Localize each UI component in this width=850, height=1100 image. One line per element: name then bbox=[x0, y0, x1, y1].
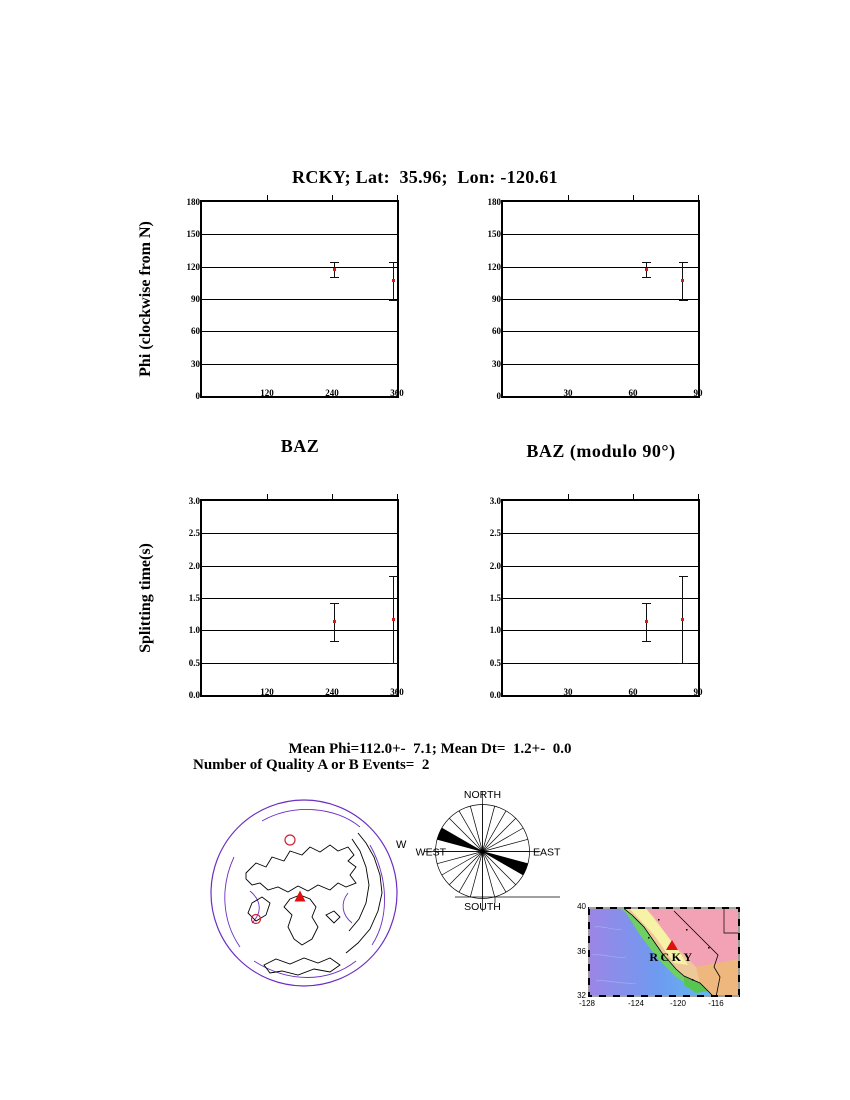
error-cap bbox=[330, 262, 339, 263]
phi-axis-label: Phi (clockwise from N) bbox=[137, 221, 154, 377]
dt-vs-baz-mod90-plot bbox=[489, 496, 703, 700]
x-tick-label: 120 bbox=[260, 388, 274, 398]
error-cap bbox=[679, 663, 688, 664]
data-point bbox=[333, 268, 336, 271]
gridline bbox=[202, 364, 397, 365]
gridline bbox=[202, 533, 397, 534]
y-tick-label: 0.0 bbox=[489, 690, 501, 700]
coastlines bbox=[246, 833, 382, 975]
splitting-time-axis-label: Splitting time(s) bbox=[137, 543, 154, 653]
top-tick bbox=[332, 494, 333, 499]
y-tick-label: 150 bbox=[186, 229, 200, 239]
gridline bbox=[503, 533, 698, 534]
map-y-tick: 32 bbox=[577, 991, 586, 1000]
error-cap bbox=[642, 603, 651, 604]
y-tick-label: 150 bbox=[487, 229, 501, 239]
plate-boundaries bbox=[225, 810, 385, 978]
rose-north-label: NORTH bbox=[463, 789, 502, 801]
error-cap bbox=[389, 663, 398, 664]
error-cap bbox=[330, 603, 339, 604]
phi-vs-baz-plot bbox=[186, 197, 404, 401]
y-tick-label: 1.0 bbox=[188, 625, 200, 635]
map-x-tick: -124 bbox=[627, 999, 644, 1008]
error-cap bbox=[679, 576, 688, 577]
error-cap bbox=[389, 300, 398, 301]
top-tick bbox=[698, 195, 699, 200]
y-tick-label: 180 bbox=[186, 197, 200, 207]
y-tick-label: 120 bbox=[186, 262, 200, 272]
gridline bbox=[503, 267, 698, 268]
rose-south-label: SOUTH bbox=[464, 901, 501, 913]
event-circle bbox=[285, 835, 295, 845]
top-tick bbox=[633, 195, 634, 200]
y-tick-label: 1.5 bbox=[489, 593, 501, 603]
dt-vs-baz-plot bbox=[188, 496, 404, 700]
top-tick bbox=[397, 494, 398, 499]
data-point bbox=[392, 618, 395, 621]
x-tick-label: 120 bbox=[260, 687, 274, 697]
top-tick bbox=[568, 494, 569, 499]
page-title: RCKY; Lat: 35.96; Lon: -120.61 bbox=[292, 167, 558, 187]
y-tick-label: 180 bbox=[487, 197, 501, 207]
y-tick-label: 2.5 bbox=[489, 528, 501, 538]
error-cap bbox=[389, 576, 398, 577]
baz-mod90-label: BAZ (modulo 90°) bbox=[526, 441, 676, 461]
error-cap bbox=[389, 262, 398, 263]
y-tick-label: 0 bbox=[496, 391, 501, 401]
x-tick-label: 360 bbox=[390, 388, 404, 398]
gridline bbox=[503, 566, 698, 567]
top-tick bbox=[397, 195, 398, 200]
y-tick-label: 2.0 bbox=[489, 561, 501, 571]
error-cap bbox=[642, 262, 651, 263]
gridline bbox=[503, 364, 698, 365]
event-count-text: Number of Quality A or B Events= 2 bbox=[193, 757, 430, 773]
gridline bbox=[503, 663, 698, 664]
gridline bbox=[202, 331, 397, 332]
x-tick-label: 60 bbox=[628, 687, 638, 697]
station-triangle-globe bbox=[295, 891, 306, 902]
y-tick-label: 90 bbox=[492, 294, 501, 304]
x-tick-label: 90 bbox=[693, 687, 703, 697]
gridline bbox=[503, 299, 698, 300]
error-cap bbox=[330, 277, 339, 278]
gridline bbox=[202, 234, 397, 235]
data-point bbox=[681, 618, 684, 621]
top-tick bbox=[698, 494, 699, 499]
california-map bbox=[588, 907, 740, 997]
y-tick-label: 90 bbox=[191, 294, 200, 304]
y-tick-label: 2.0 bbox=[188, 561, 200, 571]
x-tick-label: 240 bbox=[325, 687, 339, 697]
error-cap bbox=[679, 300, 688, 301]
map-x-tick: -120 bbox=[669, 999, 686, 1008]
top-tick bbox=[267, 195, 268, 200]
y-tick-label: 1.5 bbox=[188, 593, 200, 603]
top-tick bbox=[267, 494, 268, 499]
y-tick-label: 120 bbox=[487, 262, 501, 272]
y-tick-label: 60 bbox=[191, 326, 200, 336]
error-cap bbox=[642, 641, 651, 642]
map-x-tick: -116 bbox=[708, 999, 724, 1008]
x-tick-label: 30 bbox=[563, 687, 573, 697]
rose-east-label: EAST bbox=[533, 846, 561, 859]
mean-summary-text: Mean Phi=112.0+- 7.1; Mean Dt= 1.2+- 0.0 bbox=[288, 741, 572, 757]
gridline bbox=[202, 566, 397, 567]
error-cap bbox=[679, 262, 688, 263]
gridline bbox=[503, 234, 698, 235]
x-tick-label: 240 bbox=[325, 388, 339, 398]
globe-map bbox=[206, 795, 402, 991]
top-tick bbox=[633, 494, 634, 499]
baz-label: BAZ bbox=[280, 436, 320, 456]
x-tick-label: 360 bbox=[390, 687, 404, 697]
map-y-tick: 36 bbox=[577, 947, 586, 956]
top-tick bbox=[332, 195, 333, 200]
gridline bbox=[202, 663, 397, 664]
data-point bbox=[333, 620, 336, 623]
data-point bbox=[681, 279, 684, 282]
y-tick-label: 3.0 bbox=[489, 496, 501, 506]
map-y-tick: 40 bbox=[577, 902, 586, 911]
station-name: RCKY bbox=[649, 950, 695, 964]
gridline bbox=[202, 598, 397, 599]
y-tick-label: 60 bbox=[492, 326, 501, 336]
data-point bbox=[645, 268, 648, 271]
x-tick-label: 30 bbox=[563, 388, 573, 398]
y-tick-label: 30 bbox=[492, 359, 501, 369]
error-cap bbox=[330, 641, 339, 642]
y-tick-label: 3.0 bbox=[188, 496, 200, 506]
gridline bbox=[202, 299, 397, 300]
rose-west-label: WEST bbox=[415, 846, 446, 859]
data-point bbox=[392, 279, 395, 282]
top-tick bbox=[568, 195, 569, 200]
y-tick-label: 30 bbox=[191, 359, 200, 369]
gridline bbox=[202, 267, 397, 268]
gridline bbox=[202, 630, 397, 631]
y-tick-label: 0.5 bbox=[489, 658, 501, 668]
error-cap bbox=[642, 277, 651, 278]
gridline bbox=[503, 331, 698, 332]
y-tick-label: 1.0 bbox=[489, 625, 501, 635]
gridline bbox=[503, 598, 698, 599]
map-x-tick: -128 bbox=[578, 999, 595, 1008]
x-tick-label: 60 bbox=[628, 388, 638, 398]
rose-diagram bbox=[410, 780, 580, 915]
phi-vs-baz-mod90-plot bbox=[487, 197, 703, 401]
y-tick-label: 2.5 bbox=[188, 528, 200, 538]
gridline bbox=[503, 630, 698, 631]
y-tick-label: 0.0 bbox=[188, 690, 200, 700]
data-point bbox=[645, 620, 648, 623]
x-tick-label: 90 bbox=[693, 388, 703, 398]
y-tick-label: 0 bbox=[195, 391, 200, 401]
globe-w-label: W bbox=[396, 839, 407, 851]
y-tick-label: 0.5 bbox=[188, 658, 200, 668]
